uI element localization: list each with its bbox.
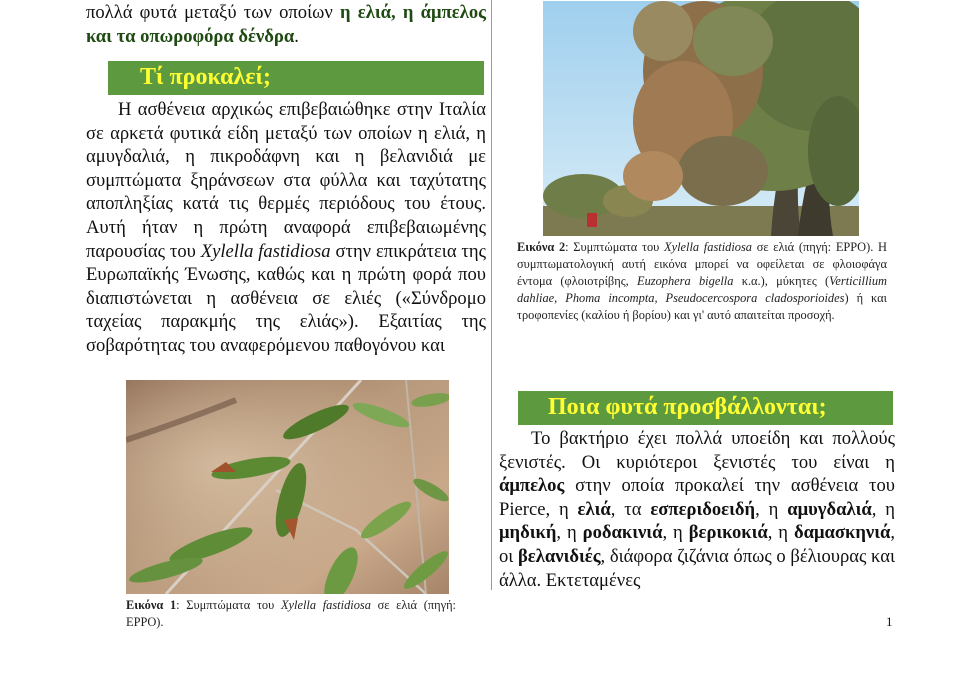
section-heading-what-causes: Τί προκαλεί; (108, 61, 484, 95)
figure-1-caption: Εικόνα 1: Συμπτώματα του Xylella fastidiosa σε ελιά (πηγή: EPPO). (126, 598, 456, 629)
host-plant-name: δαμασκηνιά (793, 522, 891, 544)
paragraph-text: στην οποία προκαλεί την ασθένεια του Pierce, η (499, 475, 895, 520)
figure-2-caption: Εικόνα 2: Συμπτώματα του Xylella fastidiosa σε ελιά (πηγή: EPPO). Η συμπτωματολογική αυτή εικόνα μπορεί να οφείλεται σε φλοιοφάγα έντομα (φλοιοτρίβης, Euzophera bigella κ.α.), μύκητες (Verticillium dahliae, Phoma incompta, Pseudocercospora cladosporioides) ή και τροφοπενίες (καλίου ή βορίου) και γι' αυτό απαιτείται προσοχή. (517, 240, 887, 322)
host-plant-name: βερικοκιά (688, 522, 768, 544)
paragraph-text: Το βακτήριο έχει πολλά υποείδη και πολλούς ξενιστές. Οι κυριότεροι ξενιστές του είναι η (499, 428, 895, 473)
figure-1-olive-leaves-photo (126, 380, 449, 594)
section2-paragraph (499, 427, 895, 592)
figure-1-label: Εικόνα 1 (126, 598, 177, 612)
host-plant-name: ελιά (577, 498, 611, 520)
page-number: 1 (886, 614, 893, 629)
host-plant-name: βελανιδιές (518, 545, 601, 567)
paragraph-text: , η (871, 498, 895, 520)
intro-text: πολλά φυτά μεταξύ των οποίων (86, 2, 340, 23)
paragraph-text: , τα (610, 498, 651, 520)
intro-paragraph (86, 1, 486, 48)
host-plant-name: ροδακινιά (582, 522, 663, 544)
intro-end: . (294, 25, 299, 47)
species-name-italic: Xylella fastidiosa (200, 240, 331, 262)
paragraph-text: , η (767, 522, 794, 544)
paragraph-text: , η (755, 498, 788, 520)
olive-leaves-image (126, 380, 449, 594)
figure-2-label: Εικόνα 2 (517, 240, 566, 254)
intro-bold-text: η ελιά, η άμπελος και τα οπωροφόρα δένδρα (86, 2, 486, 47)
host-plant-name: μηδική (499, 522, 557, 544)
host-plant-name: άμπελος (499, 475, 565, 497)
paragraph-text: , η (556, 522, 583, 544)
olive-tree-image (543, 1, 859, 236)
section-heading-affected-plants: Ποια φυτά προσβάλλονται; (518, 391, 893, 425)
host-plant-name: εσπεριδοειδή (650, 498, 756, 520)
section1-paragraph: Η ασθένεια αρχικώς επιβεβαιώθηκε στην Ιταλία σε αρκετά φυτικά είδη μεταξύ των οποίων η ελιά, η αμυγδαλιά, η πικροδάφνη και η βελανιδιά με συμπτώματα ξηράνσεων στα φύλλα και ταχύτατης αποπληξίας κατά τις θερμές περιόδους του έτους. Αυτή ήταν η πρώτη αναφορά επιβεβαιωμένης παρουσίας του Xylella fastidiosa στην επικράτεια της Ευρωπαϊκής Ένωσης, καθώς και η πρώτη φορά που διαπιστώνεται η ασθένεια σε ελιές («Σύνδρομο ταχείας παρακμής της ελιάς»). Εξαιτίας της σοβαρότητας του αναφερόμενου παθογόνου και (86, 99, 486, 356)
column-divider (491, 0, 492, 590)
host-plant-name: αμυγδαλιά (787, 498, 872, 520)
paragraph-text: , η (662, 522, 689, 544)
paragraph-text: , οι (499, 522, 896, 567)
paragraph-text: , διάφορα ζιζάνια όπως ο βέλιουρας και άλλα. Εκτεταμένες (499, 545, 895, 591)
figure-2-olive-tree-photo (543, 1, 859, 236)
